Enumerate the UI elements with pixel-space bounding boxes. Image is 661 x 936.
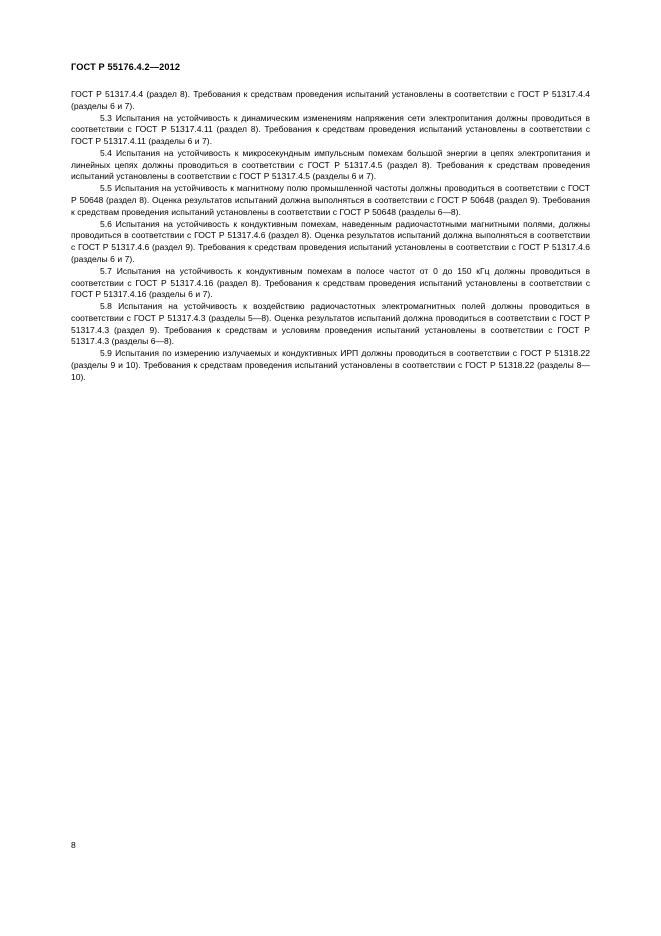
paragraph-clause-5-7: 5.7 Испытания на устойчивость к кондуктивным помехам в полосе частот от 0 до 150 кГц должны проводиться в соответствии с ГОСТ Р 51317.4.16 (раздел 8). Требования к средствам проведения испытаний установлены в соответствии с ГОСТ Р 51317.4.16 (разделы 6 и 7). (71, 265, 590, 300)
page-number: 8 (71, 840, 76, 850)
paragraph-clause-5-5: 5.5 Испытания на устойчивость к магнитному полю промышленной частоты должны проводиться в соответствии с ГОСТ Р 50648 (раздел 8). Оценка результатов испытаний должна выполняться в соответствии с ГОСТ Р 50648 (раздел 9). Требования к средствам проведения испытаний установлены в соответствии с ГОСТ Р 50648 (разделы 6—8). (71, 183, 590, 217)
page-header-standard-title: ГОСТ Р 55176.4.2—2012 (71, 62, 181, 72)
paragraph-clause-5-9: 5.9 Испытания по измерению излучаемых и кондуктивных ИРП должны проводиться в соответствии с ГОСТ Р 51318.22 (разделы 9 и 10). Требования к средствам проведения испытаний установлены в соответствии с ГОСТ Р 51318.22 (разделы 8—10). (71, 348, 590, 382)
paragraph-clause-5-4: 5.4 Испытания на устойчивость к микросекундным импульсным помехам большой энергии в цепях электропитания и линейных цепях должны проводиться в соответствии с ГОСТ Р 51317.4.5 (раздел 8). Требования к средствам проведения испытаний установлены в соответствии с ГОСТ Р 51317.4.5 (разделы 6 и 7). (71, 147, 590, 182)
paragraph-clause-5-6: 5.6 Испытания на устойчивость к кондуктивным помехам, наведенным радиочастотными магнитными полями, должны проводиться в соответствии с ГОСТ Р 51317.4.6 (раздел 8). Оценка результатов испытаний должна выполняться в соответствии с ГОСТ Р 51317.4.6 (раздел 9). Требования к средствам проведения испытаний установлены в соответствии с ГОСТ Р 51317.4.6 (разделы 6 и 7). (71, 218, 590, 264)
document-body (71, 89, 590, 384)
paragraph-clause-5-3: 5.3 Испытания на устойчивость к динамическим изменениям напряжения сети электропитания должны проводиться в соответствии с ГОСТ Р 51317.4.11 (раздел 8). Требования к средствам проведения испытаний установлены в соответствии с ГОСТ Р 51317.4.11 (разделы 6 и 7). (71, 112, 590, 147)
paragraph-clause-5-8: 5.8 Испытания на устойчивость к воздействию радиочастотных электромагнитных полей должны проводиться в соответствии с ГОСТ Р 51317.4.3 (разделы 5—8). Оценка результатов испытаний должна проводиться в соответствии с ГОСТ Р 51317.4.3 (раздел 9). Требования к средствам и условиям проведения испытаний установлены в соответствии с ГОСТ Р 51317.4.3 (разделы 6—8). (71, 301, 590, 347)
paragraph-continued-5-2: ГОСТ Р 51317.4.4 (раздел 8). Требования к средствам проведения испытаний установлены в соответствии с ГОСТ Р 51317.4.4 (разделы 6 и 7). (71, 89, 590, 111)
